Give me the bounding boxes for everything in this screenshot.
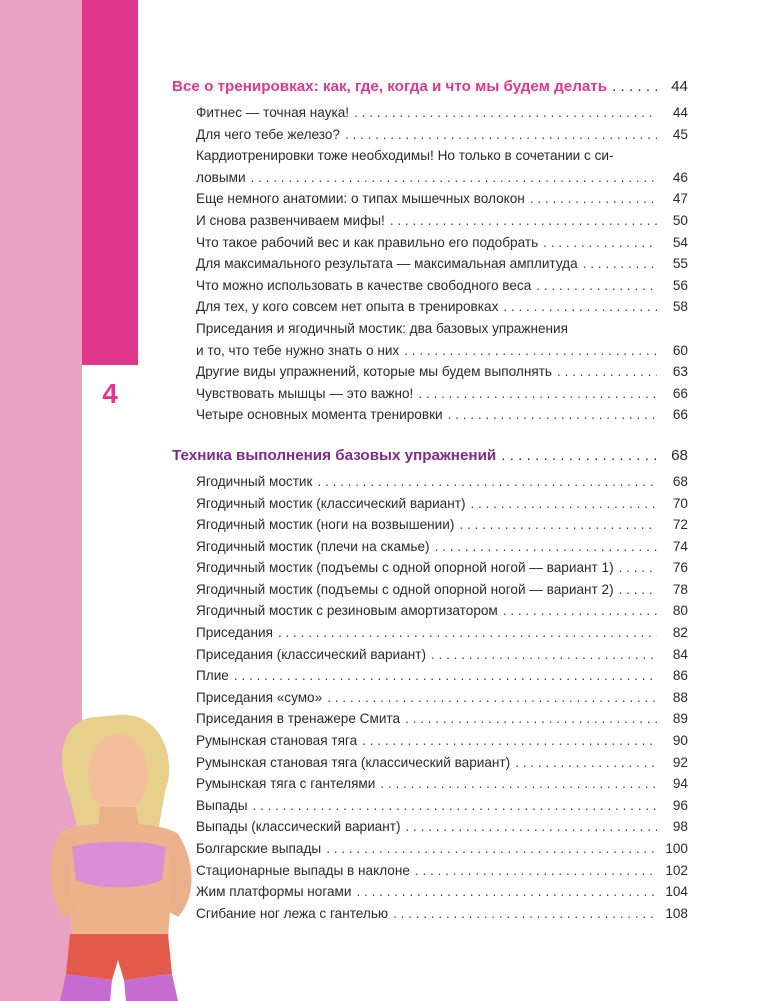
toc-entry: Что можно использовать в качестве свободного веса . . . 56 [172,275,688,297]
toc-entry: Приседания . . . 82 [172,622,688,644]
toc-entry: Румынская тяга с гантелями . . . 94 [172,773,688,795]
toc-entry: Ягодичный мостик (плечи на скамье) . . . 74 [172,536,688,558]
toc-entry: Ягодичный мостик (подъемы с одной опорной ногой — вариант 2) . . . 78 [172,579,688,601]
toc-entry-line1: Кардиотренировки тоже необходимы! Но только в сочетании с си- [196,148,614,164]
toc-entry: Для тех, у кого совсем нет опыта в тренировках . . . 58 [172,296,688,318]
section-title: Все о тренировках: как, где, когда и что мы будем делать [172,78,608,95]
table-of-contents [172,75,688,938]
toc-section [172,444,688,924]
toc-entry: Румынская становая тяга . . . 90 [172,730,688,752]
toc-entry-line1: Приседания и ягодичный мостик: два базовых упражнения [196,320,568,336]
toc-entry: Фитнес — точная наука! . . . 44 [172,102,688,124]
toc-entry: ловыми . . . 46 [172,167,688,189]
toc-entry: Другие виды упражнений, которые мы будем выполнять . . . 63 [172,361,688,383]
toc-entry: Стационарные выпады в наклоне . . . 102 [172,860,688,882]
chapter-tab [82,0,138,365]
toc-entry: Румынская становая тяга (классический вариант) . . . 92 [172,752,688,774]
toc-entry: Приседания «сумо» . . . 88 [172,687,688,709]
section-heading [172,75,688,99]
toc-entry: Что такое рабочий вес и как правильно его подобрать . . . 54 [172,232,688,254]
toc-entry: Ягодичный мостик (ноги на возвышении) . . . 72 [172,514,688,536]
toc-entry: Выпады (классический вариант) . . . 98 [172,816,688,838]
toc-entry: Ягодичный мостик . . . 68 [172,471,688,493]
toc-entry: Для чего тебе железо? . . . 45 [172,124,688,146]
section-heading [172,444,688,468]
toc-entry: Ягодичный мостик (подъемы с одной опорной ногой — вариант 1) . . . 76 [172,557,688,579]
toc-entry: Сгибание ног лежа с гантелью . . . 108 [172,903,688,925]
section-page: 68 [671,446,688,464]
toc-entry: Для максимального результата — максимальная амплитуда . . . 55 [172,253,688,275]
toc-entry: Еще немного анатомии: о типах мышечных волокон . . . 47 [172,188,688,210]
toc-entry: И снова развенчиваем мифы! . . . 50 [172,210,688,232]
toc-entry: Приседания в тренажере Смита . . . 89 [172,708,688,730]
toc-entry: Ягодичный мостик (классический вариант) . . . 70 [172,493,688,515]
section-title: Техника выполнения базовых упражнений [172,446,497,464]
chapter-number: 4 [102,378,118,409]
toc-entry: Плие . . . 86 [172,665,688,687]
toc-section [172,75,688,426]
toc-entry: Болгарские выпады . . . 100 [172,838,688,860]
toc-entry: Чувствовать мышцы — это важно! . . . 66 [172,383,688,405]
section-page: 44 [671,78,688,95]
toc-entry: и то, что тебе нужно знать о них . . . 60 [172,340,688,362]
toc-entry: Приседания (классический вариант) . . . 84 [172,644,688,666]
toc-entry: Выпады . . . 96 [172,795,688,817]
toc-entry: Ягодичный мостик с резиновым амортизатором . . . 80 [172,600,688,622]
toc-entry: Жим платформы ногами . . . 104 [172,881,688,903]
toc-entry: Четыре основных момента тренировки . . . 66 [172,404,688,426]
